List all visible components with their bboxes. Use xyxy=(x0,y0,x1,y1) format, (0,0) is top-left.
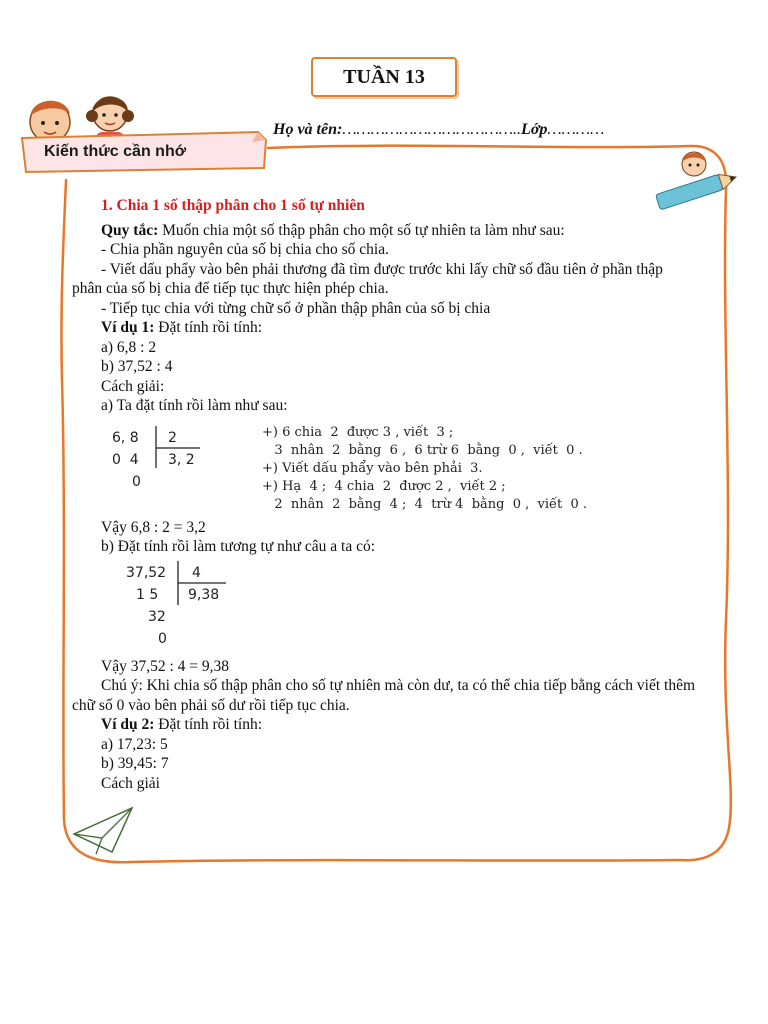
example1-text: Đặt tính rồi tính: xyxy=(154,319,263,336)
class-label: Lớp xyxy=(521,121,548,138)
explain-line: +) Hạ 4 ; 4 chia 2 được 2 , viết 2 ; xyxy=(262,478,506,494)
example1-title xyxy=(72,318,696,338)
name-label: Họ và tên: xyxy=(273,121,343,138)
week-title: TUẦN 13 xyxy=(311,57,457,97)
div-b-divisor: 4 xyxy=(192,564,201,581)
example1-label: Ví dụ 1: xyxy=(101,319,155,336)
rule-label: Quy tắc: xyxy=(101,221,159,239)
rule-step: - Viết dấu phẩy vào bên phải thương đã tìm được trước khi lấy chữ số đầu tiên ở phần thập phân của số bị chia để tiếp tục thực hiện phép chia. xyxy=(72,260,663,297)
explain-line: 2 nhân 2 bằng 4 ; 4 trừ 4 bằng 0 , viết 0 . xyxy=(262,496,588,512)
div-b-remainder1: 1 5 xyxy=(136,586,159,603)
div-a-divisor: 2 xyxy=(168,429,177,446)
example1-b: b) 37,52 : 4 xyxy=(101,358,173,375)
explain-line: +) 6 chia 2 được 3 , viết 3 ; xyxy=(262,424,454,440)
part-b-intro: b) Đặt tính rồi làm tương tự như câu a ta có: xyxy=(101,538,376,555)
div-b-remainder3: 0 xyxy=(158,630,167,647)
result-b: Vậy 37,52 : 4 = 9,38 xyxy=(101,657,229,675)
div-a-remainder1: 0 4 xyxy=(112,451,139,468)
name-class-line xyxy=(273,121,604,139)
example1-a: a) 6,8 : 2 xyxy=(101,338,157,356)
example2-text: Đặt tính rồi tính: xyxy=(154,716,263,733)
rule-step: - Tiếp tục chia với từng chữ số ở phần thập phân của số bị chia xyxy=(101,299,491,317)
example2-label: Ví dụ 2: xyxy=(101,716,155,733)
div-a-quotient: 3, 2 xyxy=(168,451,195,468)
rule-step: - Chia phần nguyên của số bị chia cho số chia. xyxy=(101,241,389,258)
section-heading: 1. Chia 1 số thập phân cho 1 số tự nhiên xyxy=(101,197,365,214)
lesson-content xyxy=(72,196,696,793)
explain-line: +) Viết dấu phẩy vào bên phải 3. xyxy=(262,460,483,476)
example2-b: b) 39,45: 7 xyxy=(101,755,169,772)
div-a-remainder2: 0 xyxy=(132,473,141,490)
rule-paragraph xyxy=(72,221,696,241)
long-division-b xyxy=(72,557,696,653)
div-a-dividend: 6, 8 xyxy=(112,429,139,446)
div-b-dividend: 37,52 xyxy=(126,564,167,581)
rule-text: Muốn chia một số thập phân cho một số tự nhiên ta làm như sau: xyxy=(158,221,565,239)
example2-a: a) 17,23: 5 xyxy=(101,735,168,753)
solution-label: Cách giải: xyxy=(101,377,165,395)
example2-title xyxy=(72,715,696,735)
note-paragraph: Chú ý: Khi chia số thập phân cho số tự nhiên mà còn dư, ta có thể chia tiếp bằng cách viết thêm chữ số 0 vào bên phải số dư rồi tiếp tục chia. xyxy=(72,677,696,714)
div-b-quotient: 9,38 xyxy=(188,586,220,603)
explain-line: 3 nhân 2 bằng 6 , 6 trừ 6 bằng 0 , viết 0 . xyxy=(262,442,583,458)
class-dots: ………… xyxy=(547,121,605,138)
part-a-intro: a) Ta đặt tính rồi làm như sau: xyxy=(101,397,288,414)
solution2-label: Cách giải xyxy=(101,774,160,792)
result-a: Vậy 6,8 : 2 = 3,2 xyxy=(101,518,206,536)
paper-plane-icon xyxy=(72,804,134,856)
long-division-a xyxy=(72,416,696,514)
name-dots: ……………………………….. xyxy=(342,121,522,138)
div-b-remainder2: 32 xyxy=(148,608,166,625)
banner-label: Kiến thức cần nhớ xyxy=(44,143,187,160)
